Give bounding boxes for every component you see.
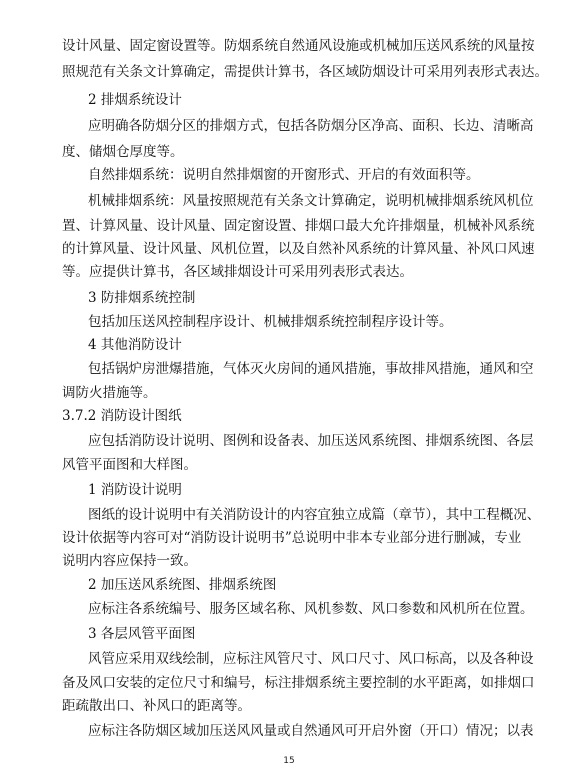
body-text-line: 的计算风量、设计风量、风机位置，以及自然补风系统的计算风量、补风口风速 bbox=[62, 241, 535, 257]
body-text-line: 图纸的设计说明中有关消防设计的内容宜独立成篇（章节），其中工程概况、 bbox=[88, 507, 541, 523]
body-text-line: 机械排烟系统：风量按照规范有关条文计算确定，说明机械排烟系统风机位 bbox=[88, 193, 534, 209]
body-text-line: 包括锅炉房泄爆措施，气体灭火房间的通风措施，事故排风措施，通风和空 bbox=[88, 361, 534, 377]
section-heading: 3 各层风管平面图 bbox=[88, 626, 196, 642]
body-text-line: 应包括消防设计说明、图例和设备表、加压送风系统图、排烟系统图、各层 bbox=[88, 433, 534, 449]
section-heading: 4 其他消防设计 bbox=[88, 337, 182, 353]
body-text-line: 应明确各防烟分区的排烟方式，包括各防烟分区净高、面积、长边、清晰高 bbox=[88, 118, 534, 134]
subsection-heading: 3.7.2 消防设计图纸 bbox=[62, 408, 182, 424]
section-heading: 3 防排烟系统控制 bbox=[88, 290, 196, 306]
section-heading: 2 加压送风系统图、排烟系统图 bbox=[88, 577, 277, 593]
body-text-line: 照规范有关条文计算确定，需提供计算书，各区域防烟设计可采用列表形式表达。 bbox=[62, 64, 548, 80]
body-text-line: 等。应提供计算书，各区域排烟设计可采用列表形式表达。 bbox=[62, 264, 413, 280]
section-heading: 1 消防设计说明 bbox=[88, 482, 182, 498]
body-text-line: 备及风口安装的定位尺寸和编号，标注排烟系统主要控制的水平距离，如排烟口 bbox=[62, 675, 535, 691]
body-text-line: 距疏散出口、补风口的距离等。 bbox=[62, 698, 251, 714]
body-text-line: 置、计算风量、设计风量、固定窗设置、排烟口最大允许排烟量，机械补风系统 bbox=[62, 218, 535, 234]
body-text-line: 度、储烟仓厚度等。 bbox=[62, 144, 184, 160]
body-text-line: 风管应采用双线绘制，应标注风管尺寸、风口尺寸、风口标高，以及各种设 bbox=[88, 651, 534, 667]
body-text-line: 包括加压送风控制程序设计、机械排烟系统控制程序设计等。 bbox=[88, 314, 453, 330]
body-text-line: 自然排烟系统：说明自然排烟窗的开窗形式、开启的有效面积等。 bbox=[88, 167, 480, 183]
body-text-line: 设计依据等内容可对“消防设计说明书”总说明中非本专业部分进行删减，专业 bbox=[62, 530, 522, 546]
body-text-line: 设计风量、固定窗设置等。防烟系统自然通风设施或机械加压送风系统的风量按 bbox=[62, 38, 535, 54]
body-text-line: 风管平面图和大样图。 bbox=[62, 457, 197, 473]
section-heading: 2 排烟系统设计 bbox=[88, 92, 182, 108]
page-number: 15 bbox=[283, 756, 295, 766]
body-text-line: 调防火措施等。 bbox=[62, 385, 157, 401]
body-text-line: 说明内容应保持一致。 bbox=[62, 553, 197, 569]
body-text-line: 应标注各系统编号、服务区域名称、风机参数、风口参数和风机所在位置。 bbox=[88, 601, 534, 617]
body-text-line: 应标注各防烟区域加压送风风量或自然通风可开启外窗（开口）情况；以表 bbox=[88, 723, 534, 739]
